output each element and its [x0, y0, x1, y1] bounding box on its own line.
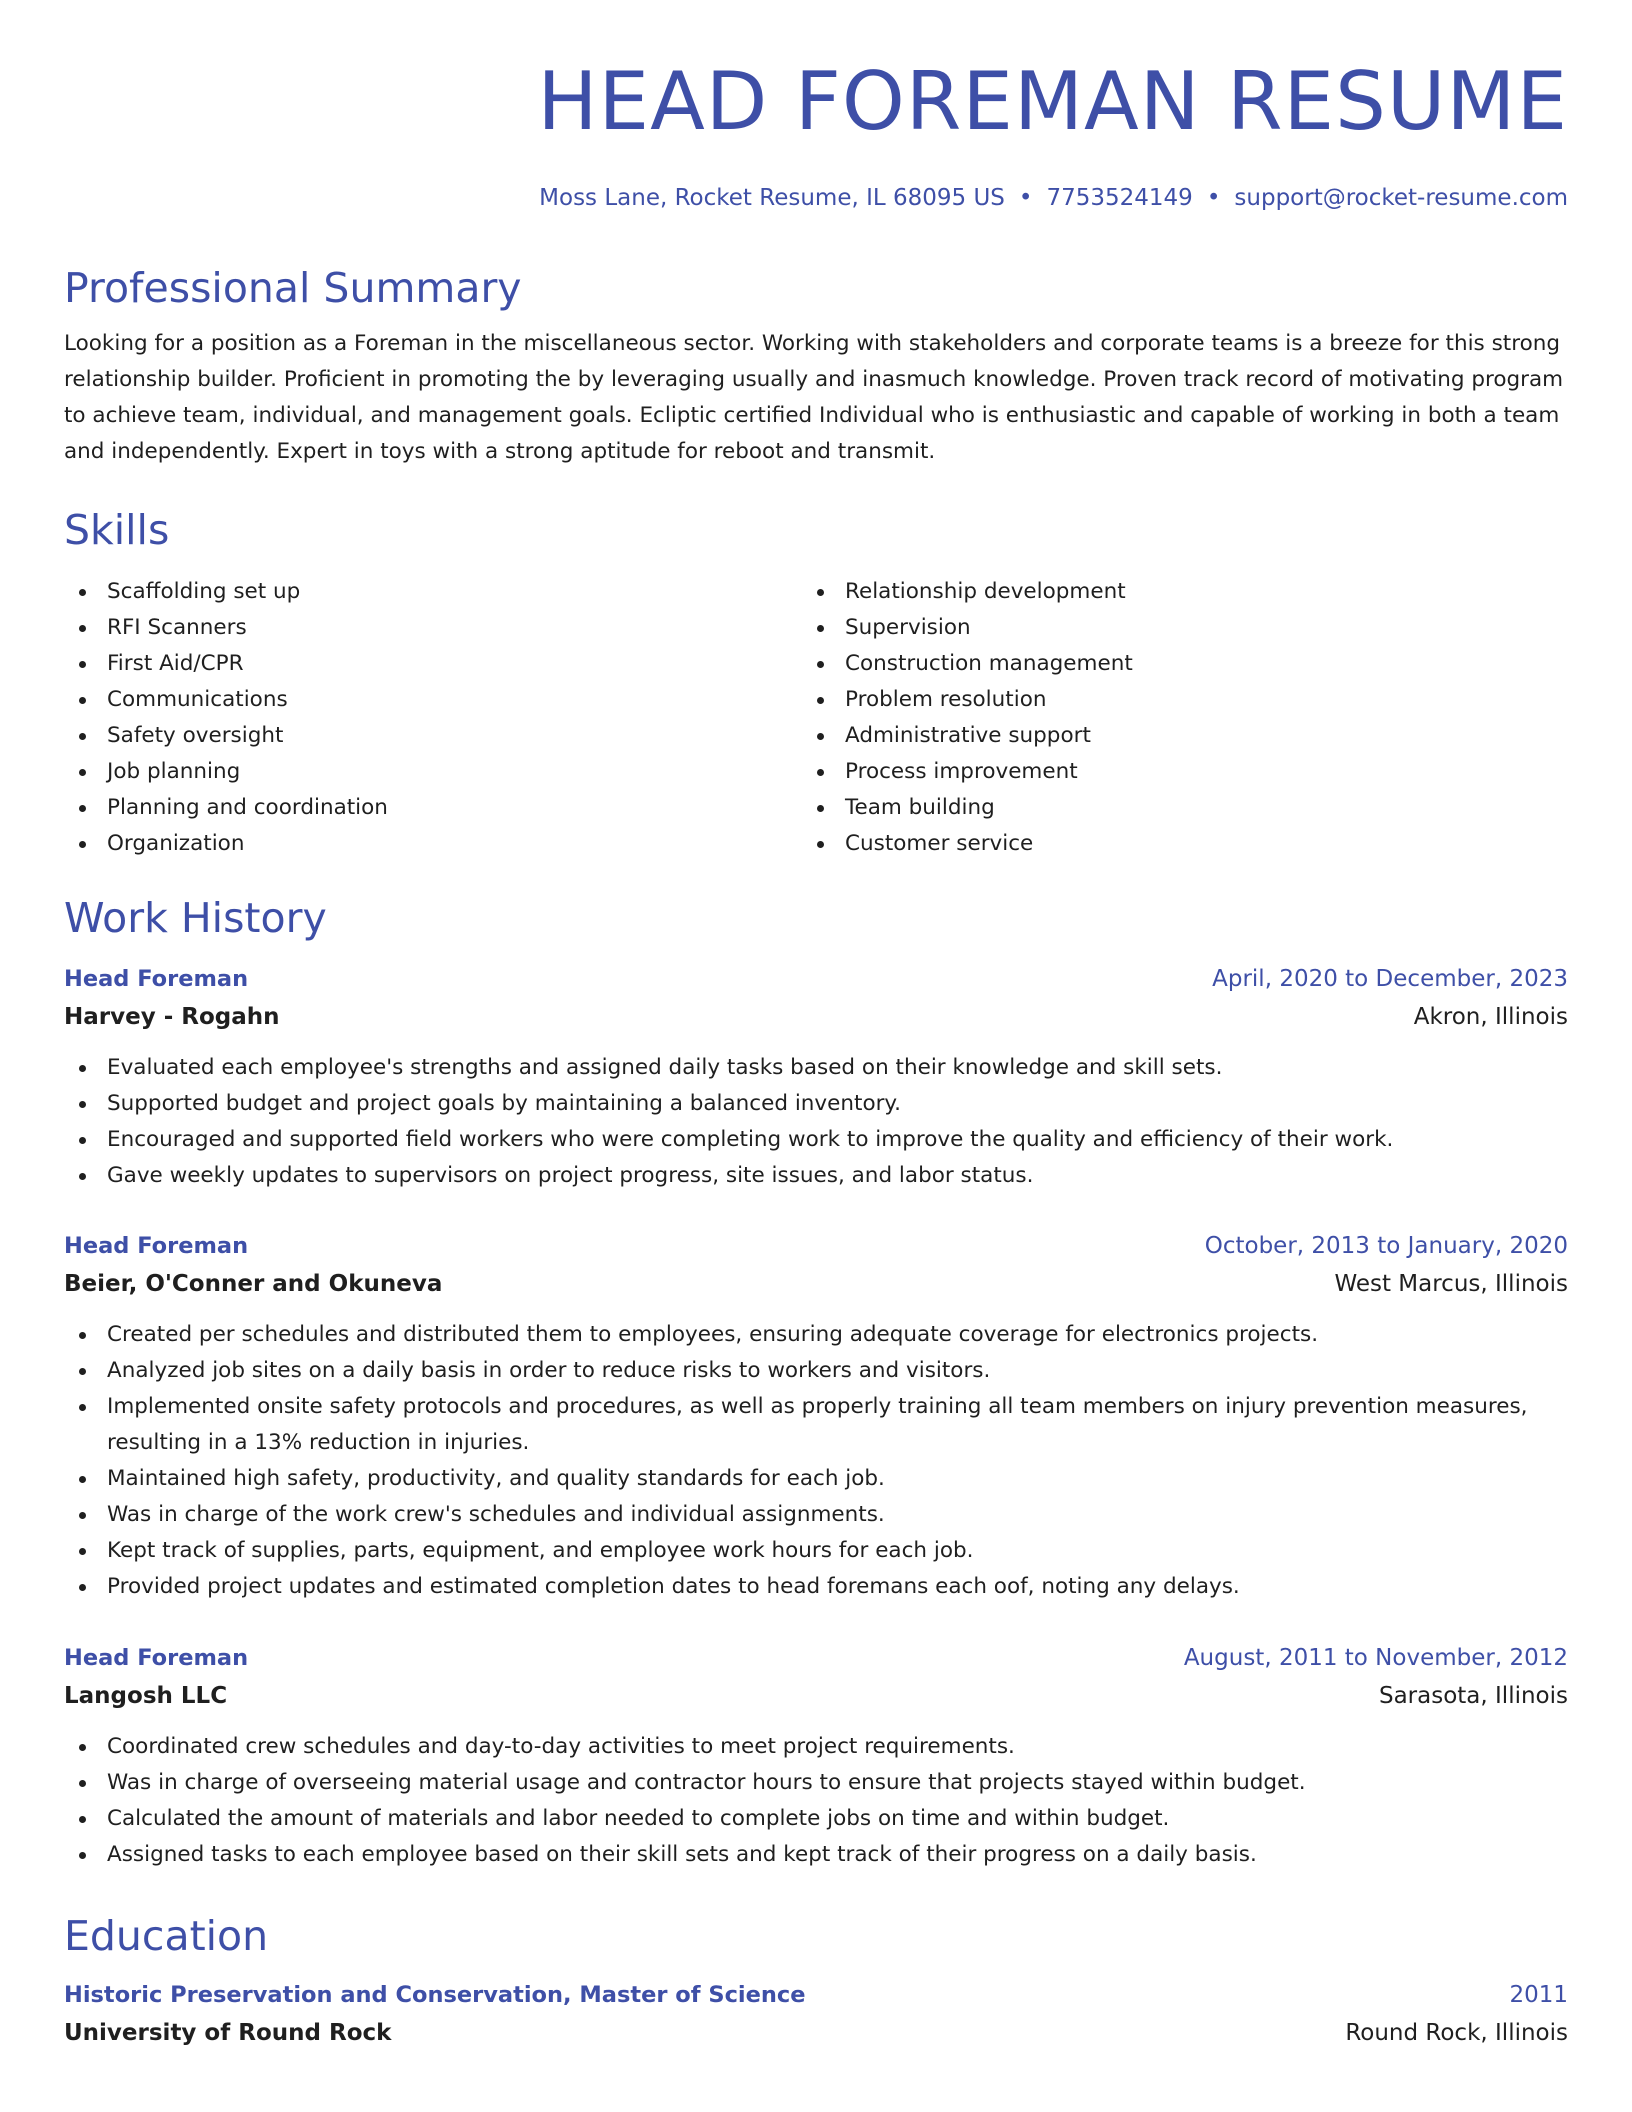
job-duty-item: Was in charge of overseeing material usage and contractor hours to ensure that projects stayed within budget. [64, 1765, 1568, 1801]
job-entry [64, 1227, 1568, 1605]
education-degree: Historic Preservation and Conservation, Master of Science [64, 1982, 806, 2008]
job-company: Beier, O'Conner and Okuneva [64, 1271, 443, 1297]
skill-item: Planning and coordination [64, 790, 802, 826]
job-duty-item: Gave weekly updates to supervisors on project progress, site issues, and labor status. [64, 1158, 1568, 1194]
skill-item: Team building [802, 790, 1540, 826]
job-duties-list [64, 1317, 1568, 1605]
contact-address: Moss Lane, Rocket Resume, IL 68095 US [539, 185, 1005, 211]
job-header-row [64, 960, 1568, 998]
skill-item: Supervision [802, 610, 1540, 646]
job-company-row [64, 998, 1568, 1036]
skills-column-right [802, 574, 1540, 862]
job-title: Head Foreman [64, 966, 249, 992]
resume-title: HEAD FOREMAN RESUME [537, 55, 1568, 148]
job-duty-item: Calculated the amount of materials and labor needed to complete jobs on time and within budget. [64, 1801, 1568, 1837]
job-duty-item: Provided project updates and estimated completion dates to head foremans each oof, noting any delays. [64, 1569, 1568, 1605]
job-company-row [64, 1265, 1568, 1303]
job-location: Sarasota, Illinois [1378, 1683, 1568, 1709]
skills-list-left [64, 574, 802, 862]
skill-item: Construction management [802, 646, 1540, 682]
job-location: West Marcus, Illinois [1334, 1271, 1568, 1297]
skills-section [64, 504, 1568, 862]
skill-item: Relationship development [802, 574, 1540, 610]
skill-item: Scaffolding set up [64, 574, 802, 610]
skill-item: Process improvement [802, 754, 1540, 790]
job-duty-item: Encouraged and supported field workers who were completing work to improve the quality and efficiency of their work. [64, 1122, 1568, 1158]
job-company: Langosh LLC [64, 1683, 228, 1709]
education-section [64, 1910, 1568, 2052]
job-dates: October, 2013 to January, 2020 [1204, 1233, 1568, 1259]
contact-separator: • [1018, 185, 1033, 211]
job-title: Head Foreman [64, 1233, 249, 1259]
section-heading-summary: Professional Summary [64, 264, 522, 312]
job-duty-item: Evaluated each employee's strengths and assigned daily tasks based on their knowledge and skill sets. [64, 1050, 1568, 1086]
section-heading-work: Work History [64, 894, 327, 942]
skills-grid [64, 574, 1568, 862]
job-duties-list [64, 1729, 1568, 1873]
resume-header [64, 52, 1568, 152]
job-entry [64, 1639, 1568, 1873]
job-duty-item: Was in charge of the work crew's schedules and individual assignments. [64, 1497, 1568, 1533]
job-dates: August, 2011 to November, 2012 [1183, 1645, 1568, 1671]
job-duty-item: Coordinated crew schedules and day-to-day activities to meet project requirements. [64, 1729, 1568, 1765]
contact-line [539, 182, 1568, 214]
section-heading-skills: Skills [64, 506, 170, 554]
job-company-row [64, 1677, 1568, 1715]
job-duty-item: Supported budget and project goals by maintaining a balanced inventory. [64, 1086, 1568, 1122]
skill-item: RFI Scanners [64, 610, 802, 646]
contact-email[interactable]: support@rocket-resume.com [1234, 185, 1568, 211]
contact-separator: • [1206, 185, 1221, 211]
education-school-row [64, 2014, 1568, 2052]
skills-column-left [64, 574, 802, 862]
education-year: 2011 [1509, 1982, 1568, 2008]
education-header-row [64, 1976, 1568, 2014]
job-location: Akron, Illinois [1413, 1004, 1568, 1030]
skill-item: First Aid/CPR [64, 646, 802, 682]
job-duty-item: Created per schedules and distributed them to employees, ensuring adequate coverage for electronics projects. [64, 1317, 1568, 1353]
skill-item: Administrative support [802, 718, 1540, 754]
job-header-row [64, 1227, 1568, 1265]
skills-list-right [802, 574, 1540, 862]
job-title: Head Foreman [64, 1645, 249, 1671]
job-dates: April, 2020 to December, 2023 [1212, 966, 1568, 992]
skill-item: Communications [64, 682, 802, 718]
job-duty-item: Maintained high safety, productivity, and quality standards for each job. [64, 1461, 1568, 1497]
skill-item: Organization [64, 826, 802, 862]
skill-item: Problem resolution [802, 682, 1540, 718]
contact-phone[interactable]: 7753524149 [1046, 185, 1193, 211]
job-company: Harvey - Rogahn [64, 1004, 280, 1030]
job-duty-item: Assigned tasks to each employee based on their skill sets and kept track of their progress on a daily basis. [64, 1837, 1568, 1873]
job-duty-item: Implemented onsite safety protocols and procedures, as well as properly training all team members on injury prevention measures, resulting in a 13% reduction in injuries. [64, 1389, 1568, 1461]
job-duty-item: Kept track of supplies, parts, equipment, and employee work hours for each job. [64, 1533, 1568, 1569]
work-history-section [64, 892, 1568, 1867]
job-duty-item: Analyzed job sites on a daily basis in order to reduce risks to workers and visitors. [64, 1353, 1568, 1389]
summary-paragraph: Looking for a position as a Foreman in the miscellaneous sector. Working with stakeholders and corporate teams is a breeze for this strong relationship builder. Proficient in promoting the by leveraging usually and inasmuch knowledge. Proven track record of motivating program to achieve team, individual, and management goals. Ecliptic certified Individual who is enthusiastic and capable of working in both a team and independently. Expert in toys with a strong aptitude for reboot and transmit. [64, 331, 1564, 464]
education-school: University of Round Rock [64, 2020, 392, 2046]
skill-item: Customer service [802, 826, 1540, 862]
education-location: Round Rock, Illinois [1345, 2020, 1568, 2046]
skill-item: Safety oversight [64, 718, 802, 754]
job-entry [64, 960, 1568, 1194]
professional-summary-section [64, 262, 1568, 470]
skill-item: Job planning [64, 754, 802, 790]
job-header-row [64, 1639, 1568, 1677]
job-duties-list [64, 1050, 1568, 1194]
section-heading-education: Education [64, 1912, 269, 1960]
